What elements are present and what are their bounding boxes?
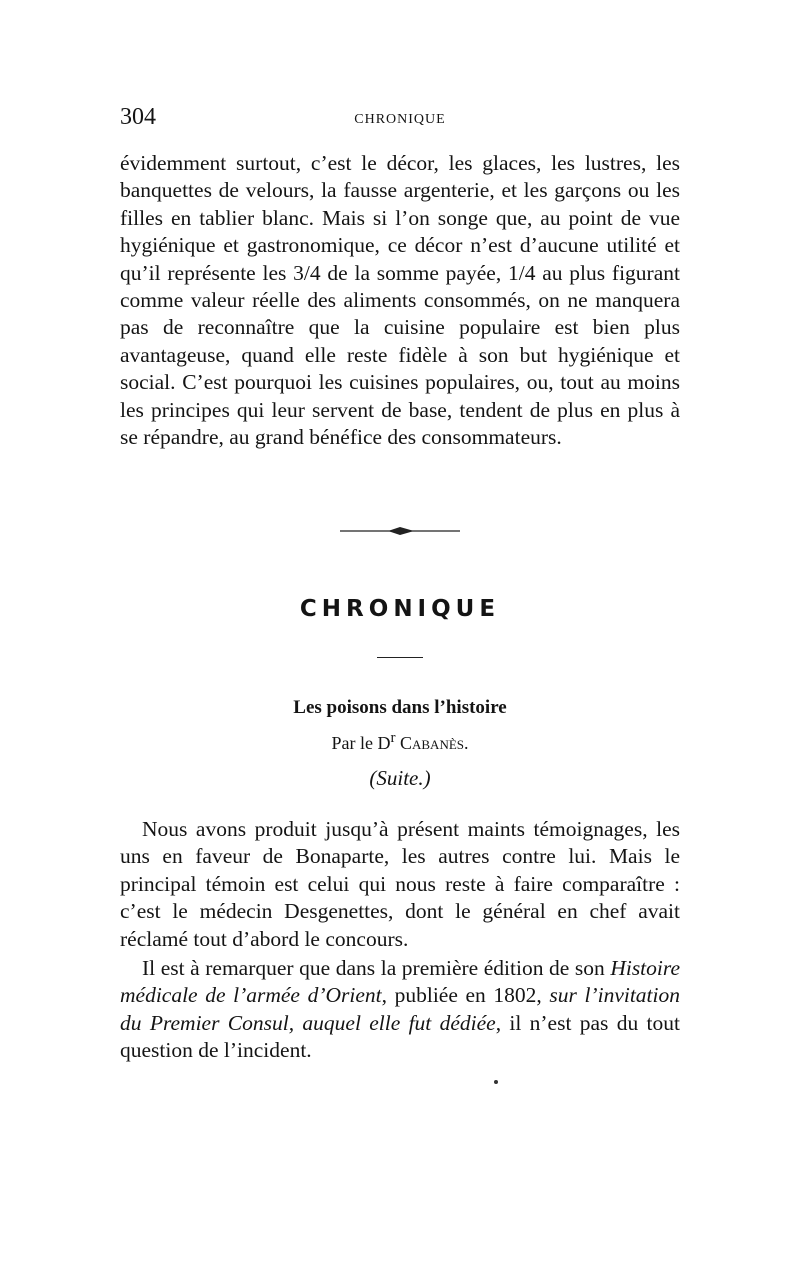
- p3-text-2: , publiée en 1802,: [381, 983, 550, 1008]
- running-head: CHRONIQUE: [354, 112, 446, 127]
- author-byline: [0, 730, 800, 754]
- p3-text-1: Il est à remarquer que dans la première édition de son: [142, 956, 611, 980]
- paragraph-continued: évidemment surtout, c’est le décor, les glaces, les lustres, les banquettes de velours, la fausse argenterie, et les garçons ou les filles en tablier blanc. Mais si l’on songe que, au point de vue hygiénique et gastronomique, ce décor n’est d’aucune utilité et qu’il représente les 3/4 de la somme payée, 1/4 au plus figurant comme valeur réelle des aliments consommés, on ne manquera pas de reconnaître que la cuisine populaire est bien plus avantageuse, quand elle reste fidèle à son but hygiénique et social. C’est pourquoi les cuisines populaires, ou, tout au moins les principes qui leur servent de base, tendent de plus en plus à se répandre, au grand bénéfice des consommateurs.: [120, 151, 680, 450]
- page-number: 304: [120, 104, 156, 130]
- suite-label: (Suite.): [369, 766, 431, 790]
- article-title: Les poisons dans l’histoire: [293, 697, 507, 718]
- paragraph-testimonies: Nous avons produit jusqu’à présent maints témoignages, les uns en faveur de Bonaparte, les autres contre lui. Mais le principal témoin est celui qui nous reste à faire comparaître : c’est le médecin Desgenettes, dont le général en chef avait réclamé tout d’abord le concours.: [120, 817, 680, 951]
- section-title: CHRONIQUE: [299, 596, 501, 622]
- byline-prefix: Par le D: [331, 733, 391, 753]
- p3-text-3: , il n’est pas du tout question de l’incident.: [120, 1010, 680, 1063]
- byline-author: Cabanès.: [399, 733, 469, 753]
- page-header: [120, 104, 680, 134]
- ornament-rule: [340, 524, 460, 538]
- byline-sup: r: [390, 730, 396, 746]
- speck-mark: [494, 1080, 498, 1084]
- p3-book-title: Histoire médicale de l’armée d’Orient: [120, 956, 680, 1008]
- paragraph-desgenettes: [120, 955, 680, 1065]
- section-divider: [377, 657, 423, 658]
- p3-dedication: sur l’invitation du Premier Consul, auquel elle fut dédiée: [120, 983, 681, 1035]
